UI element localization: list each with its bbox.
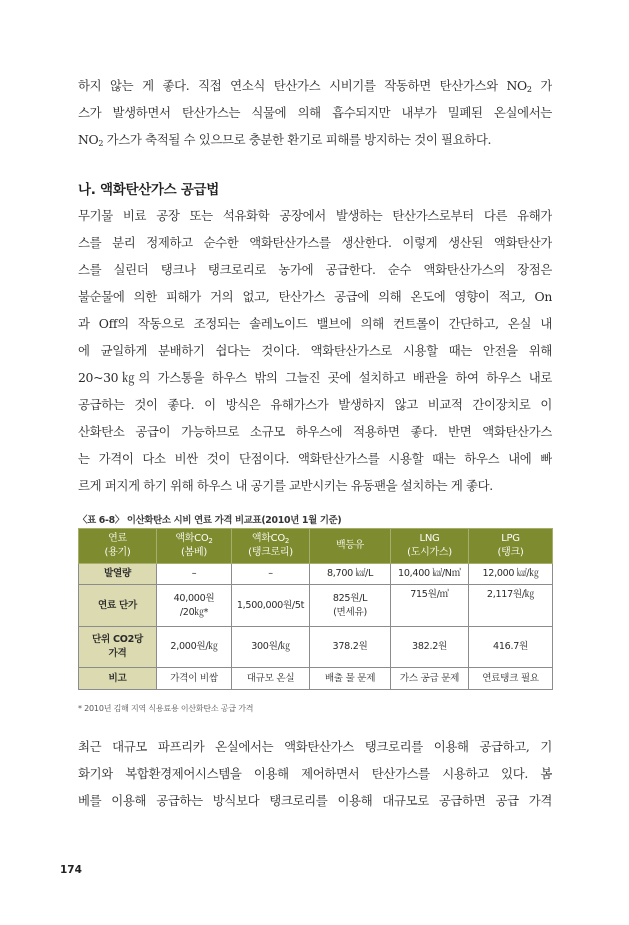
header-fuel: 연료 (용기) (79, 529, 157, 564)
text-line: $NO_2$ 가스가 축적될 수 있으므로 충분한 환기로 피해를 방지하는 것이 필요하다. (78, 132, 492, 148)
body-paragraph-2 (78, 202, 552, 499)
page-number: 174 (60, 864, 82, 876)
table-cell: 715원/㎥ (391, 585, 469, 627)
table-cell: 40,000원 /20㎏* (157, 585, 232, 627)
body-paragraph-3 (78, 733, 552, 814)
table-cell: 12,000 ㎉/㎏ (469, 564, 553, 585)
table-row (79, 564, 553, 585)
table-row (79, 627, 553, 668)
table-cell: 10,400 ㎉/N㎥ (391, 564, 469, 585)
text-line: 스를 분리 정제하고 순수한 액화탄산가스를 생산한다. 이렇게 생산된 액화탄산가 (78, 235, 552, 250)
row-label-unit-price: 단위 CO2당 가격 (79, 627, 157, 668)
text-line: 베를 이용해 공급하는 방식보다 탱크로리를 이용해 대규모로 공급하면 공급 가격 (78, 793, 552, 808)
table-cell: 2,000원/㎏ (157, 627, 232, 668)
text-line: 에 균일하게 분배하기 쉽다는 것이다. 액화탄산가스로 시용할 때는 안전을 위해 (78, 343, 552, 358)
table-cell: 382.2원 (391, 627, 469, 668)
table-cell: 8,700 ㎉/L (310, 564, 391, 585)
text-line: 하지 않는 게 좋다. 직접 연소식 탄산가스 시비기를 작동하면 탄산가스와 $NO_2$ 가 (78, 78, 552, 94)
row-label-remarks: 비고 (79, 668, 157, 690)
text-line: 스를 실린더 탱크나 탱크로리로 농가에 공급한다. 순수 액화탄산가스의 장점은 (78, 262, 552, 277)
table-header-row (79, 529, 553, 564)
table-cell: 대규모 온실 (232, 668, 310, 690)
row-label-heat-value: 발열량 (79, 564, 157, 585)
table-cell: 416.7원 (469, 627, 553, 668)
header-kerosene: 백등유 (310, 529, 391, 564)
table-row (79, 668, 553, 690)
text-line: 무기물 비료 공장 또는 석유화학 공장에서 발생하는 탄산가스로부터 다른 유해가 (78, 208, 552, 223)
table-cell: – (157, 564, 232, 585)
text-line: 산화탄소 공급이 가능하므로 소규모 하우스에 적용하면 좋다. 반면 액화탄산가스 (78, 424, 552, 439)
table-cell: 300원/㎏ (232, 627, 310, 668)
header-liquid-co2-cylinder: 액화$CO_2$ (봄베) (157, 529, 232, 564)
text-line: 20~30㎏의 가스통을 하우스 밖의 그늘진 곳에 설치하고 배관을 하여 하우스 내로 (78, 370, 552, 385)
text-line: 공급하는 것이 좋다. 이 방식은 유해가스가 발생하지 않고 비교적 간이장치로 이 (78, 397, 552, 412)
text-line: 불순물에 의한 피해가 거의 없고, 탄산가스 공급에 의해 온도에 영향이 적고, On (78, 289, 552, 304)
table-cell: 배출 물 문제 (310, 668, 391, 690)
table-cell: – (232, 564, 310, 585)
table-footnote: * 2010년 김해 지역 식용료용 이산화탄소 공급 가격 (78, 704, 254, 713)
header-lpg: LPG (탱크) (469, 529, 553, 564)
table-cell: 가스 공급 문제 (391, 668, 469, 690)
text-line: 화기와 복합환경제어시스템을 이용해 제어하면서 탄산가스를 시용하고 있다. 봄 (78, 766, 552, 781)
table-cell: 연료탱크 필요 (469, 668, 553, 690)
text-line: 최근 대규모 파프리카 온실에서는 액화탄산가스 탱크로리를 이용해 공급하고, 기 (78, 739, 552, 754)
header-liquid-co2-tanker: 액화$CO_2$ (탱크로리) (232, 529, 310, 564)
table-cell: 825원/L (면세유) (310, 585, 391, 627)
text-line: 과 Off의 작동으로 조정되는 솔레노이드 밸브에 의해 컨트롤이 간단하고, 온실 내 (78, 316, 552, 331)
text-line: 는 가격이 다소 비싼 것이 단점이다. 액화탄산가스를 시용할 때는 하우스 내에 빠 (78, 451, 552, 466)
text-line: 르게 퍼지게 하기 위해 하우스 내 공기를 교반시키는 유동팬을 설치하는 게 좋다. (78, 478, 493, 493)
header-lng: LNG (도시가스) (391, 529, 469, 564)
row-label-fuel-price: 연료 단가 (79, 585, 157, 627)
table-cell: 1,500,000원/5t (232, 585, 310, 627)
body-paragraph-1 (78, 72, 552, 153)
section-heading: 나. 액화탄산가스 공급법 (78, 182, 220, 198)
table-caption: 〈표 6-8〉 이산화탄소 시비 연료 가격 비교표(2010년 1월 기준) (78, 515, 342, 526)
table-row (79, 585, 553, 627)
table-cell: 378.2원 (310, 627, 391, 668)
table-cell: 가격이 비쌈 (157, 668, 232, 690)
text-line: 스가 발생하면서 탄산가스는 식물에 의해 흡수되지만 내부가 밀폐된 온실에서는 (78, 105, 552, 120)
fuel-price-table (78, 528, 553, 690)
table-cell: 2,117원/㎏ (469, 585, 553, 627)
